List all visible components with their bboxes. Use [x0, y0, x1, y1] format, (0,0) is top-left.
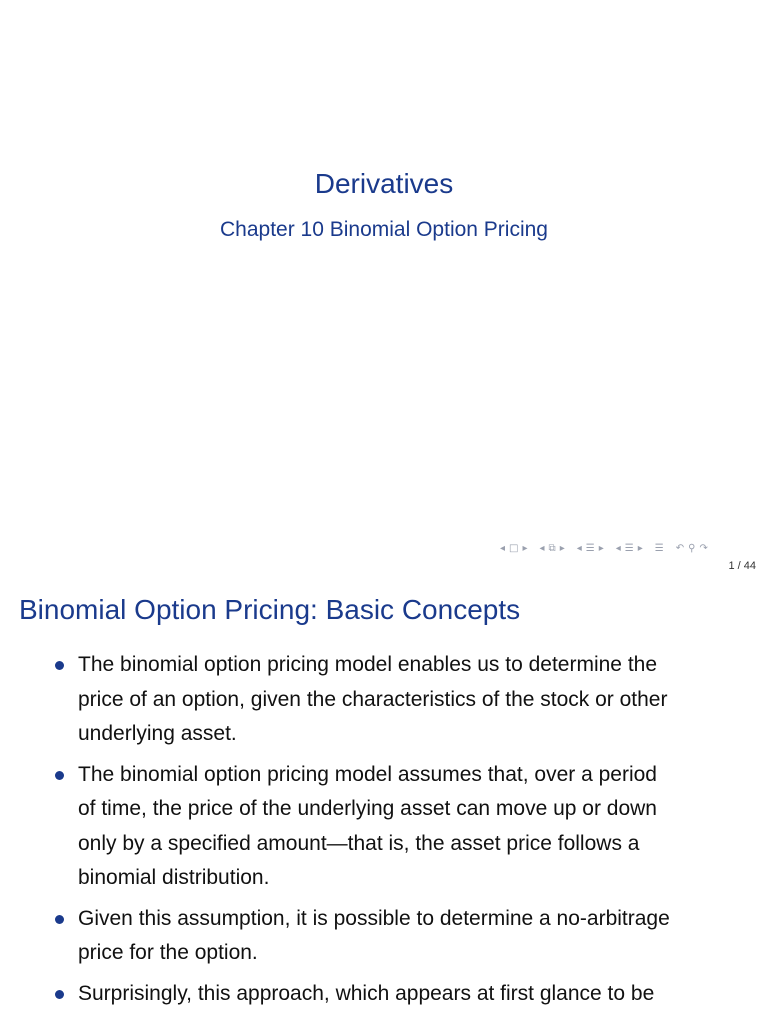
nav-search-group[interactable]	[674, 544, 710, 554]
bullet-text-line: of time, the price of the underlying asset can move up or down	[78, 797, 657, 820]
nav-frame-icon[interactable]: □	[509, 543, 519, 554]
beamer-navigation-bar	[498, 541, 710, 557]
nav-subsection-icon[interactable]: ⧉	[548, 543, 556, 554]
bullet-text-line: Surprisingly, this approach, which appears at first glance to be	[78, 981, 655, 1005]
nav-left-arrow-icon[interactable]: ◂	[500, 543, 506, 554]
nav-section-group-2[interactable]	[614, 544, 645, 554]
nav-search-icon[interactable]: ⚲	[688, 543, 696, 554]
bullet-list	[52, 648, 742, 1017]
bullet-text-line: binomial distribution.	[78, 866, 270, 889]
nav-right-arrow-icon[interactable]: ▸	[559, 543, 565, 554]
bullet-item	[52, 648, 742, 752]
nav-frame-group[interactable]	[498, 544, 530, 554]
presentation-title: Derivatives	[314, 168, 454, 199]
page-number: 1 / 44	[728, 560, 756, 572]
bullet-text-line: The binomial option pricing model enables us to determine the	[78, 653, 658, 676]
frame-title: Binomial Option Pricing: Basic Concepts	[19, 594, 521, 625]
bullet-icon	[55, 771, 64, 780]
bullet-icon	[55, 661, 64, 670]
presentation-subtitle: Chapter 10 Binomial Option Pricing	[219, 218, 548, 241]
bullet-text-line: Given this assumption, it is possible to determine a no-arbitrage	[78, 906, 670, 930]
nav-section-icon[interactable]: ☰	[624, 543, 634, 554]
bullet-text-line: The binomial option pricing model assumes that, over a period	[78, 762, 657, 786]
nav-redo-icon[interactable]: ↷	[699, 543, 708, 554]
nav-section-group[interactable]	[575, 544, 606, 554]
nav-right-arrow-icon[interactable]: ▸	[598, 543, 604, 554]
bullet-text-line: only by a specified amount—that is, the asset price follows a	[78, 831, 640, 855]
nav-toc-group[interactable]	[653, 544, 666, 554]
bullet-text-line: price of an option, given the characteristics of the stock or other	[78, 687, 668, 711]
bullet-text-line: underlying asset.	[78, 722, 237, 745]
bullet-icon	[55, 915, 64, 924]
bullet-icon	[55, 990, 64, 999]
nav-left-arrow-icon[interactable]: ◂	[576, 543, 582, 554]
bullet-item	[52, 902, 742, 971]
nav-left-arrow-icon[interactable]: ◂	[615, 543, 621, 554]
content-slide	[0, 576, 768, 1024]
bullet-item	[52, 758, 742, 896]
nav-left-arrow-icon[interactable]: ◂	[539, 543, 545, 554]
nav-toc-icon[interactable]: ☰	[654, 543, 664, 554]
nav-undo-icon[interactable]: ↶	[675, 543, 685, 554]
nav-subsection-group[interactable]	[538, 544, 567, 554]
bullet-item	[52, 977, 742, 1012]
nav-right-arrow-icon[interactable]: ▸	[522, 543, 528, 554]
bullet-text-line: price for the option.	[78, 941, 258, 964]
nav-right-arrow-icon[interactable]: ▸	[637, 543, 643, 554]
nav-section-icon[interactable]: ☰	[585, 543, 595, 554]
